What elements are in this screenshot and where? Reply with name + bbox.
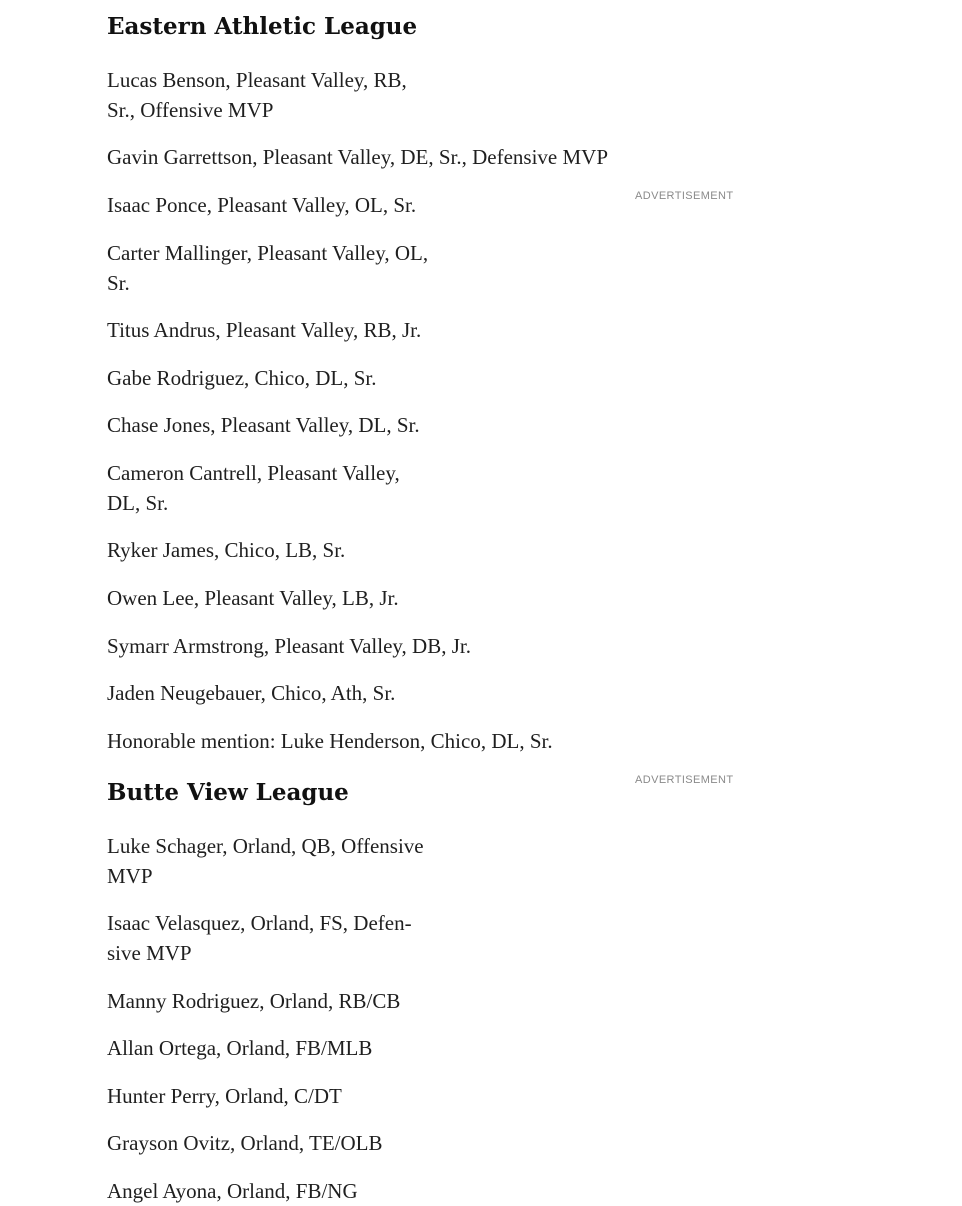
list-item-line: Lucas Benson, Pleasant Valley, RB, bbox=[107, 68, 407, 92]
list-item bbox=[107, 831, 424, 891]
list-item-line: Grayson Ovitz, Orland, TE/OLB bbox=[107, 1131, 383, 1155]
list-item-line: Isaac Ponce, Pleasant Valley, OL, Sr. bbox=[107, 193, 417, 217]
advertisement-label: ADVERTISEMENT bbox=[635, 774, 734, 786]
list-item bbox=[107, 190, 416, 220]
list-item bbox=[107, 1033, 372, 1063]
list-item-line: sive MVP bbox=[107, 941, 192, 965]
list-item-line: Owen Lee, Pleasant Valley, LB, Jr. bbox=[107, 586, 399, 610]
list-item-line: Hunter Perry, Orland, C/DT bbox=[107, 1084, 342, 1108]
list-item bbox=[107, 1081, 342, 1111]
list-item-line: Symarr Armstrong, Pleasant Valley, DB, Jr. bbox=[107, 634, 471, 658]
list-item-line: Allan Ortega, Orland, FB/MLB bbox=[107, 1036, 373, 1060]
list-item-line: Honorable mention: Luke Henderson, Chico, DL, Sr. bbox=[107, 729, 553, 753]
list-item-line: MVP bbox=[107, 864, 153, 888]
list-item-line: Jaden Neugebauer, Chico, Ath, Sr. bbox=[107, 681, 396, 705]
list-item bbox=[107, 1176, 358, 1206]
list-item-line: Ryker James, Chico, LB, Sr. bbox=[107, 538, 346, 562]
section-heading-butte-view-league: Butte View League bbox=[107, 779, 349, 806]
list-item bbox=[107, 986, 400, 1016]
list-item-line: Cameron Cantrell, Pleasant Valley, bbox=[107, 461, 400, 485]
list-item bbox=[107, 535, 345, 565]
list-item bbox=[107, 631, 471, 661]
list-item-line: Isaac Velasquez, Orland, FS, Defen- bbox=[107, 911, 412, 935]
list-item-line: Chase Jones, Pleasant Valley, DL, Sr. bbox=[107, 413, 420, 437]
list-item-line: Angel Ayona, Orland, FB/NG bbox=[107, 1179, 358, 1203]
list-item-line: Titus Andrus, Pleasant Valley, RB, Jr. bbox=[107, 318, 422, 342]
list-item bbox=[107, 908, 412, 968]
section-heading-eastern-athletic-league: Eastern Athletic League bbox=[107, 13, 418, 40]
list-item bbox=[107, 458, 400, 518]
list-item bbox=[107, 238, 428, 298]
list-item-line: Gabe Rodriguez, Chico, DL, Sr. bbox=[107, 366, 377, 390]
list-item bbox=[107, 315, 421, 345]
list-item bbox=[107, 678, 395, 708]
list-item bbox=[107, 142, 608, 172]
list-item bbox=[107, 1128, 382, 1158]
list-item bbox=[107, 583, 399, 613]
list-item bbox=[107, 363, 376, 393]
list-item-line: Sr., Offensive MVP bbox=[107, 98, 274, 122]
honorable-mention bbox=[107, 726, 553, 756]
list-item-line: Gavin Garrettson, Pleasant Valley, DE, Sr., Defensive MVP bbox=[107, 145, 608, 169]
list-item-line: Carter Mallinger, Pleasant Valley, OL, bbox=[107, 241, 429, 265]
list-item-line: Sr. bbox=[107, 271, 130, 295]
list-item bbox=[107, 410, 420, 440]
list-item-line: Luke Schager, Orland, QB, Offensive bbox=[107, 834, 424, 858]
advertisement-label: ADVERTISEMENT bbox=[635, 190, 734, 202]
list-item bbox=[107, 65, 407, 125]
list-item-line: DL, Sr. bbox=[107, 491, 169, 515]
list-item-line: Manny Rodriguez, Orland, RB/CB bbox=[107, 989, 401, 1013]
